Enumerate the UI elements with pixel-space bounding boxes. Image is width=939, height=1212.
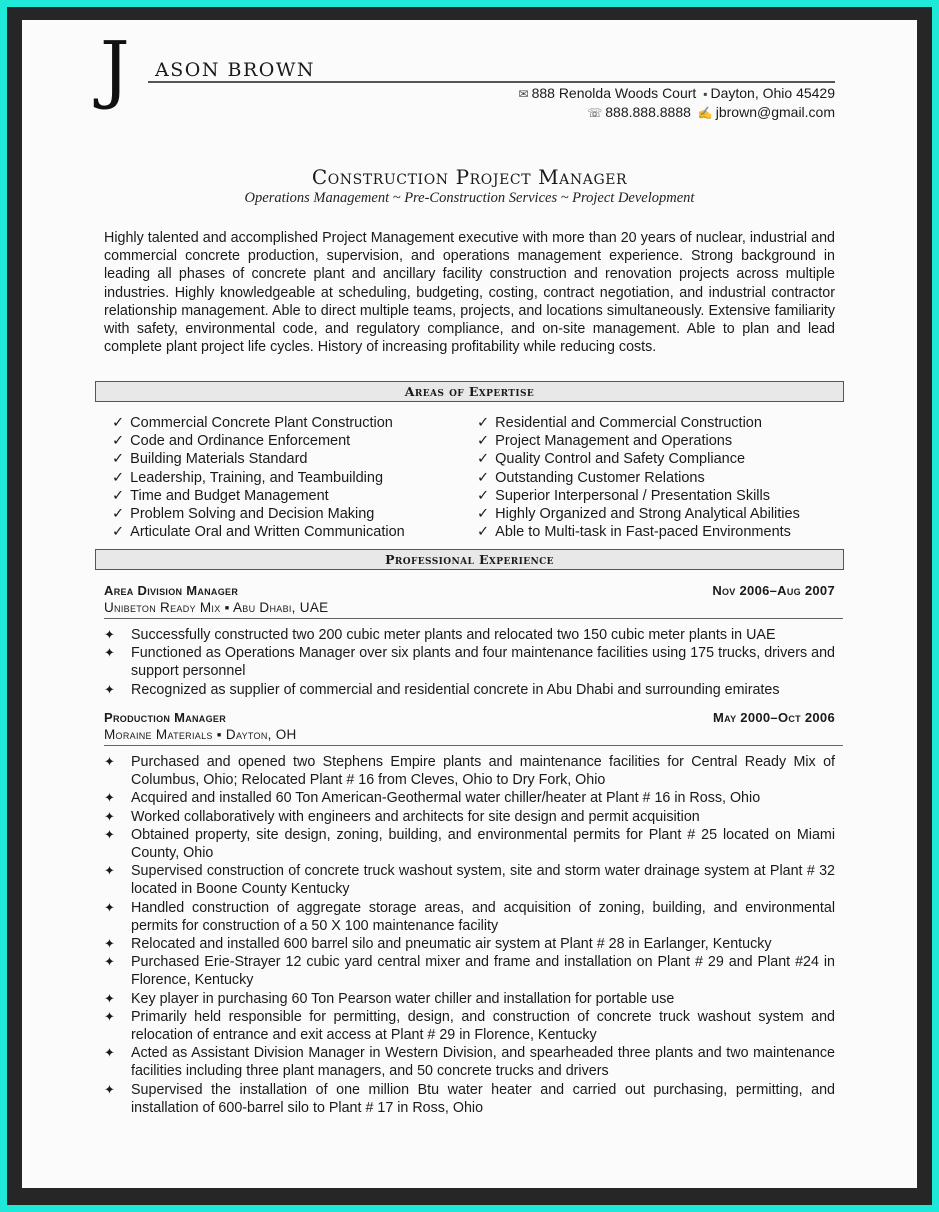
expertise-item: ✓ Quality Control and Safety Compliance xyxy=(477,451,746,468)
email-icon: ✍ xyxy=(697,106,713,120)
address: 888 Renolda Woods Court xyxy=(531,85,697,101)
email[interactable]: jbrown@gmail.com xyxy=(715,104,835,120)
name-initial: J xyxy=(100,26,130,112)
list-item: ✦ Supervised the installation of one million Btu water heater and carried out purchasing, permitting, and installation of 600-barrel silo to Plant # 17 in Ross, Ohio xyxy=(104,1081,835,1116)
list-item: ✦ Relocated and installed 600 barrel silo and pneumatic air system at Plant # 28 in Earlanger, Kentucky xyxy=(104,936,772,953)
phone-icon: ☏ xyxy=(587,106,603,120)
job-divider xyxy=(104,745,843,746)
list-item: ✦ Successfully constructed two 200 cubic meter plants and relocated two 150 cubic meter plants in UAE xyxy=(104,627,776,643)
contact-address-line xyxy=(516,85,835,101)
list-item: ✦ Recognized as supplier of commercial and residential concrete in Abu Dhabi and surrounding emirates xyxy=(104,681,780,698)
bullet-icon: ✦ xyxy=(104,936,115,952)
expertise-item: ✓ Building Materials Standard xyxy=(112,451,308,468)
expertise-left-column xyxy=(112,414,405,541)
list-item: ✦ Acquired and installed 60 Ton American-Geothermal water chiller/heater at Plant # 16 in Ross, Ohio xyxy=(104,790,761,807)
expertise-item: ✓ Problem Solving and Decision Making xyxy=(112,506,375,523)
expertise-right-column xyxy=(477,414,800,541)
check-icon: ✓ xyxy=(477,451,490,468)
bullet-icon: ✦ xyxy=(104,681,115,697)
phone: 888.888.8888 xyxy=(605,104,691,120)
separator-icon: ▪ xyxy=(224,600,230,615)
list-item: ✦ Supervised construction of concrete truck washout system, site and storm water drainage system at Plant # 32 located in Boone County Kentucky xyxy=(104,863,835,898)
separator-icon: ▪ xyxy=(216,727,222,742)
expertise-item: ✓ Superior Interpersonal / Presentation Skills xyxy=(477,487,770,504)
resume-subtitle: Operations Management ~ Pre-Construction Services ~ Project Development xyxy=(244,190,695,206)
list-item: ✦ Worked collaboratively with engineers and architects for site design and permit acquisition xyxy=(104,808,700,825)
list-item: ✦ Purchased Erie-Strayer 12 cubic yard central mixer and frame and installation on Plant # 29 and Plant #24 in Florence, Kentucky xyxy=(104,954,835,989)
job-company-line xyxy=(104,600,328,615)
city: Dayton, Ohio 45429 xyxy=(710,85,835,101)
list-item: ✦ Acted as Assistant Division Manager in Western Division, and spearheaded three plants and two maintenance facilities including three plant managers, and 50 concrete trucks and drivers xyxy=(104,1045,835,1080)
check-icon: ✓ xyxy=(477,469,490,486)
experience-heading: Professional Experience xyxy=(95,549,844,570)
check-icon: ✓ xyxy=(112,433,125,450)
bullet-icon: ✦ xyxy=(104,826,115,842)
resume-page xyxy=(22,20,917,1188)
expertise-item: ✓ Time and Budget Management xyxy=(112,487,329,504)
name-rest: ASON BROWN xyxy=(155,59,315,81)
list-item: ✦ Functioned as Operations Manager over six plants and four maintenance facilities using 175 trucks, drivers and support personnel xyxy=(104,645,835,680)
bullet-icon: ✦ xyxy=(104,754,115,769)
list-item: ✦ Purchased and opened two Stephens Empire plants and maintenance facilities for Central Ready Mix of Columbus, Ohio; Relocated Plant # 16 from Cleves, Ohio to Dry Fork, Ohio xyxy=(104,754,835,789)
expertise-item: ✓ Commercial Concrete Plant Construction xyxy=(112,415,393,431)
check-icon: ✓ xyxy=(477,433,490,450)
bullet-icon: ✦ xyxy=(104,1008,115,1024)
expertise-item: ✓ Code and Ordinance Enforcement xyxy=(112,433,351,450)
bullet-icon: ✦ xyxy=(104,863,115,879)
check-icon: ✓ xyxy=(112,487,125,504)
bullet-icon: ✦ xyxy=(104,899,115,915)
check-icon: ✓ xyxy=(112,469,125,486)
expertise-item: ✓ Articulate Oral and Written Communication xyxy=(112,524,405,541)
job-divider xyxy=(104,618,843,619)
bullet-icon: ✦ xyxy=(104,790,115,806)
bullet-icon: ✦ xyxy=(104,954,115,970)
bullet-icon: ✦ xyxy=(104,627,115,642)
job-dates: May 2000–Oct 2006 xyxy=(712,710,835,725)
name-divider xyxy=(148,81,835,83)
check-icon: ✓ xyxy=(112,506,125,523)
expertise-item: ✓ Project Management and Operations xyxy=(477,433,733,450)
list-item: ✦ Primarily held responsible for permitting, design, and construction of concrete truck washout system and relocation of entrance and exit access at Plant # 29 in Florence, Kentucky xyxy=(104,1008,835,1044)
bullet-icon: ✦ xyxy=(104,808,115,824)
check-icon: ✓ xyxy=(112,415,125,431)
list-item: ✦ Key player in purchasing 60 Ton Pearson water chiller and installation for portable use xyxy=(104,990,675,1007)
bullet-icon: ✦ xyxy=(104,1081,115,1097)
company-location: Dayton, OH xyxy=(225,727,297,742)
bullet-icon: ✦ xyxy=(104,1045,115,1061)
contact-phone-line xyxy=(584,104,835,120)
list-item: ✦ Handled construction of aggregate storage areas, and acquisition of zoning, building, and environmental permits for construction of a 50 X 100 maintenance facility xyxy=(104,899,835,934)
expertise-heading: Areas of Expertise xyxy=(95,381,844,402)
job-bullets xyxy=(104,626,835,699)
resume-title: Construction Project Manager xyxy=(311,165,628,189)
company-location: Abu Dhabi, UAE xyxy=(232,600,329,615)
summary-paragraph: Highly talented and accomplished Project Management executive with more than 20 years of nuclear, industrial and commercial concrete production, supervision, and operations management experience. Strong background in leading all phases of concrete plant and ancillary facility construction and renovation projects across multiple industries. Highly knowledgeable at scheduling, budgeting, costing, contract negotiation, and industrial contractor relationship management. Able to direct multiple teams, projects, and locations simultaneously. Extensive familiarity with safety, environmental code, and regulatory compliance, and on-site management. Able to plan and lead complete plant project life cycles. History of increasing profitability while reducing costs. xyxy=(104,230,835,356)
expertise-item: ✓ Outstanding Customer Relations xyxy=(477,469,705,486)
company-name: Unibeton Ready Mix xyxy=(104,600,221,615)
check-icon: ✓ xyxy=(477,524,490,541)
job-bullets xyxy=(104,753,835,1117)
job-dates: Nov 2006–Aug 2007 xyxy=(712,583,835,598)
list-item: ✦ Obtained property, site design, zoning, building, and environmental permits for Plant # 25 located on Miami County, Ohio xyxy=(104,826,835,862)
check-icon: ✓ xyxy=(477,415,490,431)
bullet-icon: ✦ xyxy=(104,990,115,1006)
expertise-item: ✓ Leadership, Training, and Teambuilding xyxy=(112,469,384,486)
company-name: Moraine Materials xyxy=(104,727,213,742)
bullet-icon: ✦ xyxy=(104,645,115,661)
check-icon: ✓ xyxy=(112,451,125,468)
expertise-item: ✓ Highly Organized and Strong Analytical Abilities xyxy=(477,506,800,523)
check-icon: ✓ xyxy=(112,524,125,541)
check-icon: ✓ xyxy=(477,487,490,504)
job-title: Production Manager xyxy=(104,710,227,725)
mail-icon: ✉ xyxy=(518,87,529,101)
expertise-item: ✓ Able to Multi-task in Fast-paced Environments xyxy=(477,524,791,541)
check-icon: ✓ xyxy=(477,506,490,523)
job-title: Area Division Manager xyxy=(104,583,239,598)
job-company-line xyxy=(104,727,297,742)
expertise-item: ✓ Residential and Commercial Construction xyxy=(477,415,762,431)
separator-icon: ▪ xyxy=(703,87,708,101)
